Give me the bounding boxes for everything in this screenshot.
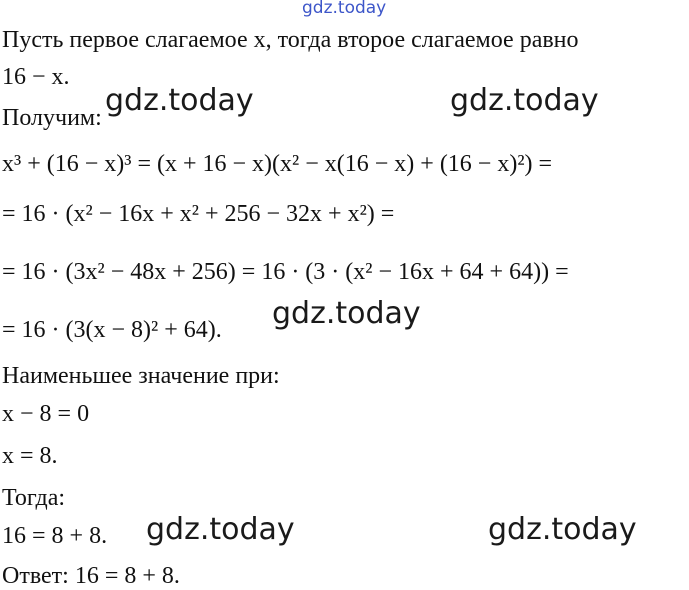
text-line-1: Пусть первое слагаемое x, тогда второе слагаемое равно <box>2 27 579 53</box>
watermark-4: gdz.today <box>146 512 295 547</box>
equation-line-4: = 16 · (3(x − 8)² + 64). <box>2 317 222 343</box>
watermark-5: gdz.today <box>488 512 637 547</box>
equation-line-6: x = 8. <box>2 443 58 469</box>
watermark-3: gdz.today <box>272 296 421 331</box>
watermark-1: gdz.today <box>105 83 254 118</box>
watermark-2: gdz.today <box>450 83 599 118</box>
text-line-2: 16 − x. <box>2 64 70 90</box>
equation-line-7: 16 = 8 + 8. <box>2 523 108 549</box>
equation-line-3: = 16 · (3x² − 48x + 256) = 16 · (3 · (x² − 16x + 64 + 64)) = <box>2 259 569 285</box>
answer-line: Ответ: 16 = 8 + 8. <box>2 563 180 589</box>
text-line-then: Тогда: <box>2 485 66 511</box>
equation-line-2: = 16 · (x² − 16x + x² + 256 − 32x + x²) = <box>2 201 395 227</box>
equation-line-1: x³ + (16 − x)³ = (x + 16 − x)(x² − x(16 − x) + (16 − x)²) = <box>2 151 553 177</box>
equation-line-5: x − 8 = 0 <box>2 401 90 427</box>
text-line-min: Наименьшее значение при: <box>2 363 280 389</box>
watermark-top: gdz.today <box>302 0 387 18</box>
text-line-3: Получим: <box>2 105 102 131</box>
